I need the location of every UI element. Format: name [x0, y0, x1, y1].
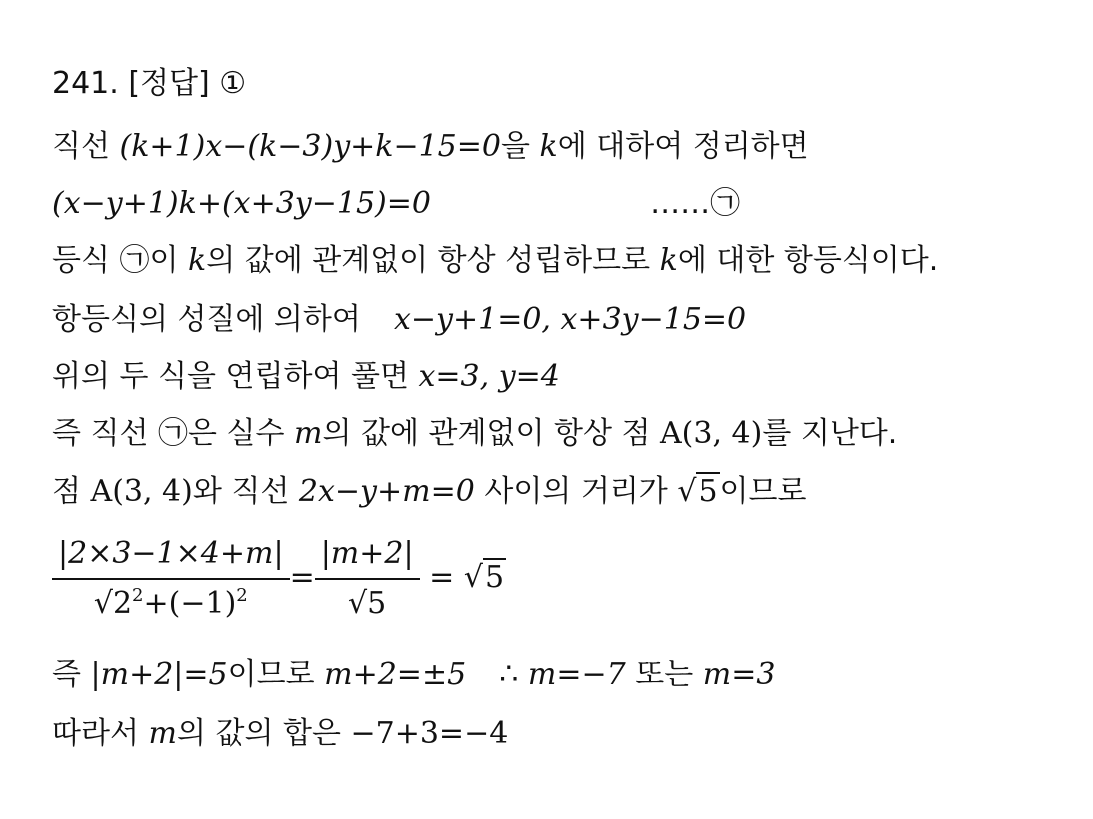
line-variable: k: [188, 243, 207, 278]
distance-fraction: [52, 532, 290, 626]
line-text: 위의 두 식을 연립하여 풀면: [52, 359, 409, 394]
line-text: 와 직선: [192, 474, 290, 509]
fraction-denominator: $√2^2+(-1)^2$: [93, 585, 248, 621]
answer-tag: [정답]: [128, 66, 210, 101]
solution-line-2: [52, 184, 740, 224]
line-text: 따라서: [52, 716, 139, 751]
radicand: 5: [484, 560, 505, 595]
therefore-symbol: ∴: [499, 657, 519, 692]
point-label: A(3, 4): [90, 474, 193, 509]
sqrt-expression: √5: [677, 474, 718, 509]
line-text: 점: [52, 474, 81, 509]
line-variable: m: [148, 716, 177, 751]
line-text: 에 대한 항등식이다.: [677, 243, 939, 278]
solution-line-1: [52, 127, 809, 167]
line-text: 을: [501, 129, 530, 164]
line-equation: m=−7: [527, 657, 626, 692]
line-equation: x−y+1=0,: [393, 302, 551, 337]
solution-line-5: [52, 357, 560, 397]
problem-number: 241.: [52, 66, 119, 101]
line-text: 항등식의 성질에 의하여: [52, 302, 361, 337]
equals-sign: =: [289, 560, 315, 595]
solution-line-7: [52, 472, 806, 512]
line-equation: −7+3=−4: [350, 716, 509, 751]
simplified-fraction: [315, 532, 420, 626]
line-text: 를 지난다.: [762, 416, 898, 451]
line-text: 의 값에 관계없이 항상 점: [322, 416, 651, 451]
radicand: 5: [698, 474, 718, 509]
line-text: 직선: [52, 129, 110, 164]
line-equation: x+3y−15=0: [560, 302, 747, 337]
equation-marker: ……㉠: [650, 186, 741, 221]
fraction-denominator: √5: [348, 586, 387, 621]
line-text: 등식 ㉠이: [52, 243, 179, 278]
line-text: 의 값의 합은: [176, 716, 341, 751]
line-text: 즉 직선 ㉠은 실수: [52, 416, 285, 451]
line-text: 이므로: [719, 474, 807, 509]
line-equation: m=3: [702, 657, 776, 692]
line-variable: k: [659, 243, 678, 278]
line-equation: x=3, y=4: [418, 359, 560, 394]
line-text: 즉: [52, 657, 81, 692]
fraction-numerator: |m+2|: [320, 536, 414, 571]
solution-line-3: [52, 241, 938, 281]
line-text: 에 대하여 정리하면: [557, 129, 809, 164]
line-text: 의 값에 관계없이 항상 성립하므로: [206, 243, 651, 278]
fraction-numerator: |2×3−1×4+m|: [58, 536, 284, 571]
solution-line-6: [52, 414, 897, 454]
solution-line-9: [52, 655, 775, 695]
solution-line-10: [52, 714, 508, 754]
line-equation: (x−y+1)k+(x+3y−15)=0: [52, 186, 431, 221]
line-text: 이므로: [227, 657, 315, 692]
line-equation: m+2=±5: [324, 657, 467, 692]
point-label: A(3, 4): [660, 416, 763, 451]
equals-sign: =: [429, 560, 455, 595]
answer-choice: ①: [219, 66, 247, 101]
line-variable: m: [294, 416, 323, 451]
solution-line-8: [52, 532, 506, 626]
line-equation: |m+2|=5: [90, 657, 228, 692]
sqrt-expression: √5: [463, 560, 505, 595]
line-text: 또는: [635, 657, 694, 692]
line-variable: k: [539, 129, 558, 164]
line-equation: 2x−y+m=0: [298, 474, 475, 509]
line-equation: (k+1)x−(k−3)y+k−15=0: [119, 129, 501, 164]
solution-line-4: [52, 300, 746, 340]
line-text: 사이의 거리가: [484, 474, 668, 509]
problem-header: [52, 64, 246, 104]
